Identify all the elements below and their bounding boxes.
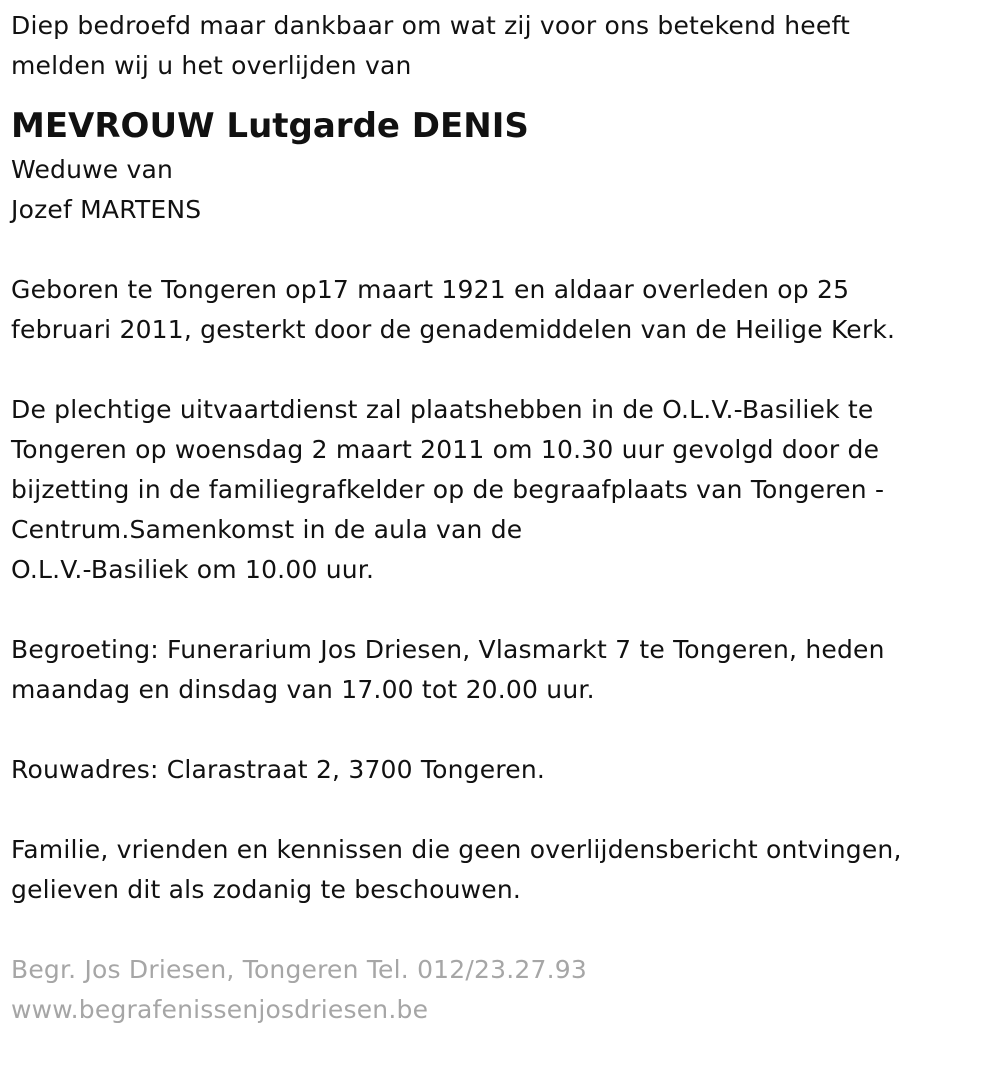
greeting-line: maandag en dinsdag van 17.00 tot 20.00 uur. bbox=[11, 675, 595, 704]
closing-line: Familie, vrienden en kennissen die geen overlijdensbericht ontvingen, bbox=[11, 835, 902, 864]
birth-death-line: Geboren te Tongeren op17 maart 1921 en aldaar overleden op 25 bbox=[11, 275, 850, 304]
funeral-line: De plechtige uitvaartdienst zal plaatshebben in de O.L.V.-Basiliek te bbox=[11, 395, 874, 424]
obituary-notice bbox=[11, 6, 991, 1030]
closing-paragraph bbox=[11, 830, 991, 910]
funeral-line: Centrum.Samenkomst in de aula van de bbox=[11, 515, 523, 544]
funeral-line: O.L.V.-Basiliek om 10.00 uur. bbox=[11, 555, 375, 584]
birth-death-line: februari 2011, gesterkt door de genademiddelen van de Heilige Kerk. bbox=[11, 315, 896, 344]
widow-label: Weduwe van bbox=[11, 155, 174, 184]
intro-line: melden wij u het overlijden van bbox=[11, 51, 412, 80]
greeting-line: Begroeting: Funerarium Jos Driesen, Vlasmarkt 7 te Tongeren, heden bbox=[11, 635, 885, 664]
closing-line: gelieven dit als zodanig te beschouwen. bbox=[11, 875, 522, 904]
deceased-name: MEVROUW Lutgarde DENIS bbox=[11, 106, 529, 146]
intro-line: Diep bedroefd maar dankbaar om wat zij voor ons betekend heeft bbox=[11, 11, 851, 40]
funeral-line: Tongeren op woensdag 2 maart 2011 om 10.30 uur gevolgd door de bbox=[11, 435, 880, 464]
greeting-paragraph bbox=[11, 630, 991, 710]
funeral-home-contact: Begr. Jos Driesen, Tongeren Tel. 012/23.27.93 bbox=[11, 955, 587, 984]
funeral-home-website: www.begrafenissenjosdriesen.be bbox=[11, 995, 429, 1024]
mourning-address: Rouwadres: Clarastraat 2, 3700 Tongeren. bbox=[11, 755, 546, 784]
spouse-name: Jozef MARTENS bbox=[11, 195, 202, 224]
footer bbox=[11, 950, 991, 1030]
birth-death-paragraph bbox=[11, 270, 991, 350]
funeral-paragraph bbox=[11, 390, 991, 590]
intro-paragraph bbox=[11, 6, 991, 86]
funeral-line: bijzetting in de familiegrafkelder op de begraafplaats van Tongeren - bbox=[11, 475, 885, 504]
